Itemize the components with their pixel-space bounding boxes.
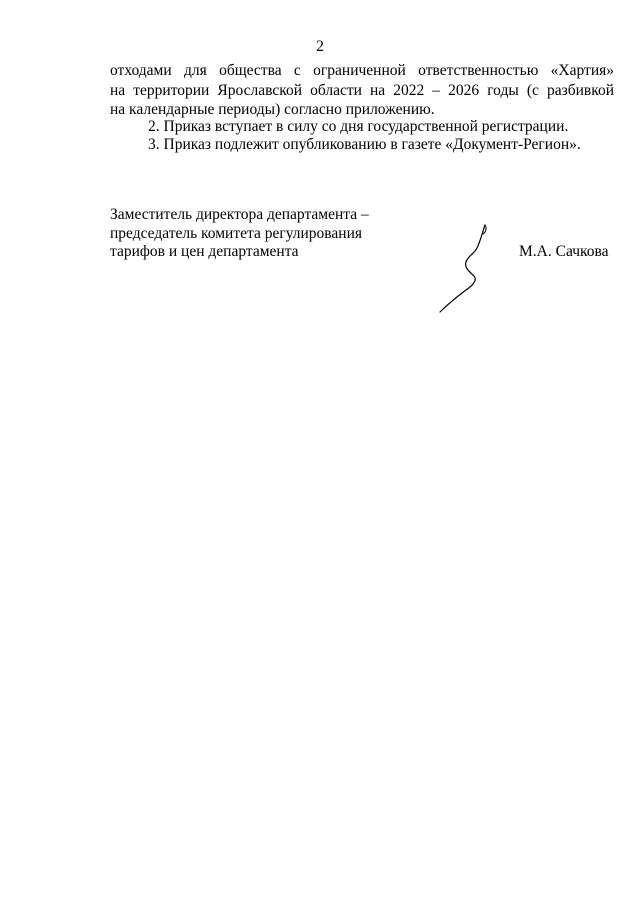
signer-name: М.А. Сачкова: [519, 243, 609, 260]
signer-position-line-2: председатель комитета регулирования: [110, 225, 363, 242]
signer-position-line-3: тарифов и цен департамента: [110, 243, 299, 260]
paragraph-line-2: на территории Ярославской области на 2022 – 2026 годы (с разбивкой: [110, 82, 614, 99]
handwritten-signature: [430, 220, 500, 315]
item-2-text: 2. Приказ вступает в силу со дня государственной регистрации.: [148, 118, 569, 135]
page-number: 2: [316, 38, 324, 55]
paragraph-line-3: на календарные периоды) согласно приложению.: [110, 101, 435, 118]
paragraph-line-1: отходами для общества с ограниченной ответственностью «Хартия»: [110, 62, 614, 79]
item-3-text: 3. Приказ подлежит опубликованию в газете «Документ-Регион».: [148, 136, 581, 153]
signer-position-line-1: Заместитель директора департамента –: [110, 206, 369, 223]
